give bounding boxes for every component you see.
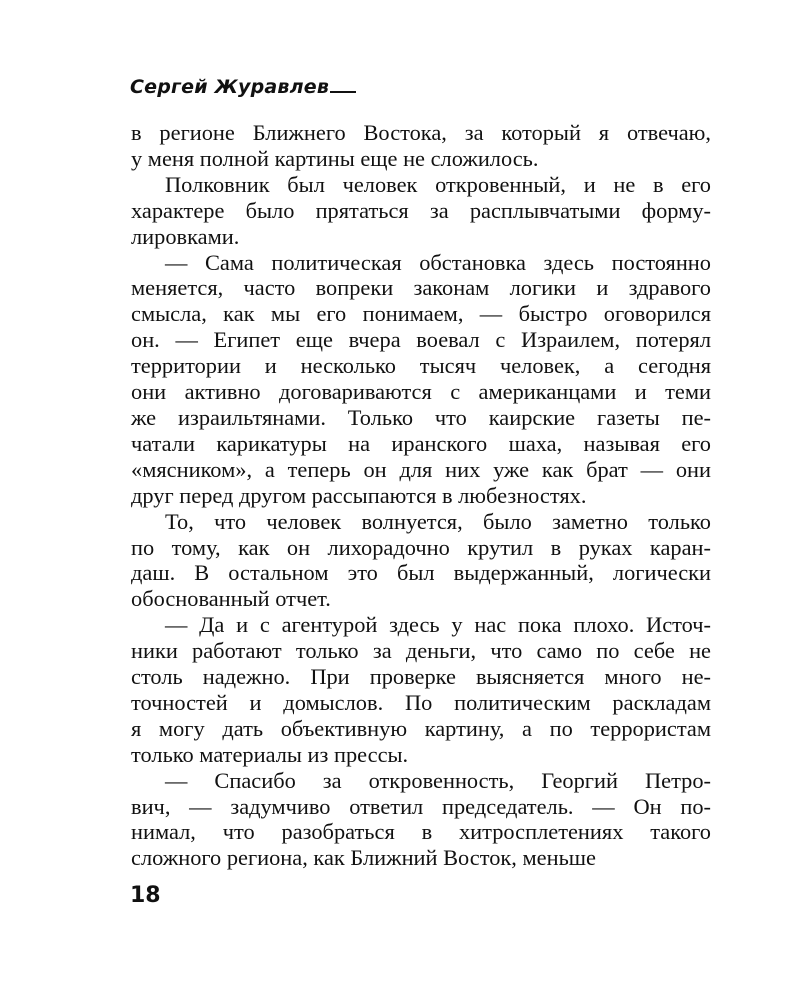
text-line: смысла, как мы его понимаем, — быстро оговорился [131,301,711,327]
text-line: ники работают только за деньги, что само по себе не [131,638,711,664]
text-line: он. — Египет еще вчера воевал с Израилем, потерял [131,327,711,353]
page-number: 18 [130,883,161,908]
text-line: — Сама политическая обстановка здесь постоянно [165,249,711,275]
text-line: нимал, что разобраться в хитросплетениях такого [131,819,711,845]
text-line: даш. В остальном это был выдержанный, логически [131,560,711,586]
text-line: по тому, как он лихорадочно крутил в руках каран- [131,534,711,560]
paragraph [131,120,711,172]
text-line: я могу дать объективную картину, а по террористам [131,715,711,741]
text-line: в регионе Ближнего Востока, за который я отвечаю, [131,120,711,145]
body-text [131,120,711,871]
text-line: лировками. [131,223,240,249]
paragraph [131,768,711,872]
text-line: — Да и с агентурой здесь у нас пока плохо. Источ- [165,612,711,638]
text-line: чатали карикатуры на иранского шаха, называя его [131,430,711,456]
text-line: они активно договариваются с американцами и теми [131,379,711,405]
text-line: обоснованный отчет. [131,586,331,612]
paragraph [131,172,711,250]
running-header [130,76,356,98]
text-line: у меня полной картины еще не сложилось. [131,145,539,171]
text-line: «мясником», а теперь он для них уже как брат — они [131,456,711,482]
text-line: вич, — задумчиво ответил председатель. — Он по- [131,793,711,819]
text-line: столь надежно. При проверке выясняется много не- [131,664,711,690]
text-line: территории и несколько тысяч человек, а сегодня [131,353,711,379]
text-line: — Спасибо за откровенность, Георгий Петро- [165,767,711,793]
text-line: характере было прятаться за расплывчатыми форму- [131,197,711,223]
text-line: же израильтянами. Только что каирские газеты пе- [131,404,711,430]
text-line: точностей и домыслов. По политическим раскладам [131,689,711,715]
header-rule [330,91,356,93]
text-line: меняется, часто вопреки законам логики и здравого [131,275,711,301]
author-name: Сергей Журавлев [130,76,330,98]
text-line: То, что человек волнуется, было заметно только [165,508,711,534]
paragraph [131,250,711,509]
text-line: Полковник был человек откровенный, и не в его [165,171,711,197]
text-line: друг перед другом рассыпаются в любезностях. [131,482,587,508]
text-line: сложного региона, как Ближний Восток, меньше [131,845,596,871]
paragraph [131,509,711,613]
paragraph [131,612,711,767]
text-line: только материалы из прессы. [131,741,409,767]
